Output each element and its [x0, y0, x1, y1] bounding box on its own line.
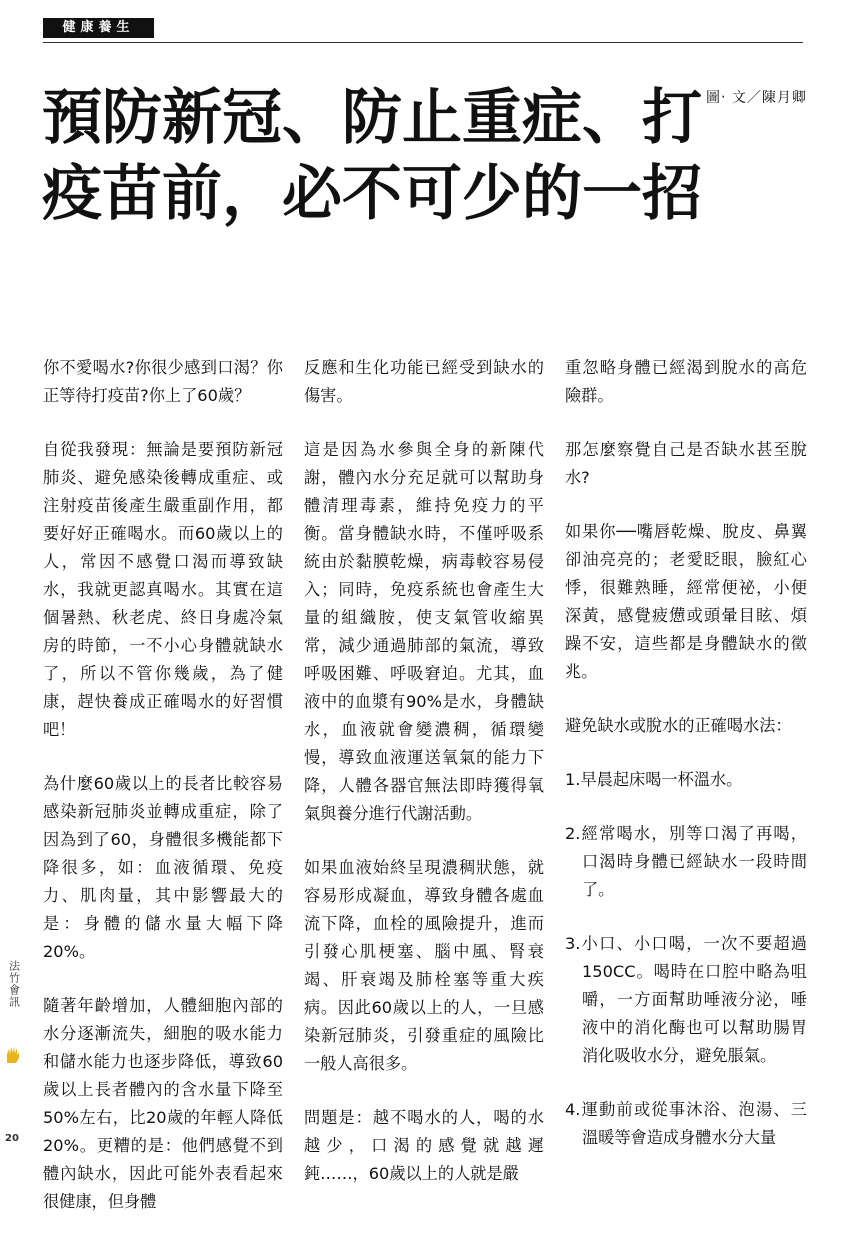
list-item: 4.運動前或從事沐浴、泡湯、三溫暖等會造成身體水分大量	[565, 1100, 807, 1147]
title-line-2: 疫苗前，必不可少的一招	[42, 159, 702, 229]
text-column-1	[43, 354, 283, 1216]
paragraph: 你不愛喝水?你很少感到口渴？你正等待打疫苗?你上了60歲？	[43, 358, 283, 405]
text-column-3	[565, 354, 807, 1152]
header-divider	[43, 42, 803, 43]
list-item: 3.小口、小口喝，一次不要超過150CC。喝時在口腔中略為咀嚼，一方面幫助唾液分泌，唾液中的消化酶也可以幫助腸胃消化吸收水分，避免脹氣。	[565, 934, 807, 1065]
paragraph: 如果血液始終呈現濃稠狀態，就容易形成凝血，導致身體各處血流下降，血栓的風險提升，進而引發心肌梗塞、腦中風、腎衰竭、肝衰竭及肺栓塞等重大疾病。因此60歲以上的人，一旦感染新冠肺炎，引發重症的風險比一般人高很多。	[304, 858, 544, 1073]
logo-text: 法竹會訊	[7, 960, 21, 1008]
section-tag: 健康養生	[43, 18, 154, 38]
list-item: 2.經常喝水，別等口渴了再喝，口渴時身體已經缺水一段時間了。	[565, 824, 807, 899]
paragraph: 這是因為水參與全身的新陳代謝，體內水分充足就可以幫助身體清理毒素，維持免疫力的平衡。當身體缺水時，不僅呼吸系統由於黏膜乾燥，病毒較容易侵入；同時，免疫系統也會產生大量的組織胺，使支氣管收縮異常，減少通過肺部的氣流，導致呼吸困難、呼吸窘迫。尤其，血液中的血漿有90%是水，身體缺水，血液就會變濃稠，循環變慢，導致血液運送氧氣的能力下降，人體各器官無法即時獲得氧氣與養分進行代謝活動。	[304, 440, 544, 823]
article-title	[42, 80, 702, 232]
paragraph: 如果你──嘴唇乾燥、脫皮、鼻翼卻油亮亮的；老愛眨眼，臉紅心悸，很難熟睡，經常便祕，小便深黃，感覺疲憊或頭暈目眩、煩躁不安，這些都是身體缺水的徵兆。	[565, 522, 807, 681]
publication-logo	[3, 960, 25, 1011]
paragraph: 避免缺水或脫水的正確喝水法：	[565, 716, 792, 735]
paragraph: 那怎麼察覺自己是否缺水甚至脫水?	[565, 440, 807, 487]
list-item: 1.早晨起床喝一杯溫水。	[565, 770, 743, 789]
paragraph: 隨著年齡增加，人體細胞內部的水分逐漸流失，細胞的吸水能力和儲水能力也逐步降低，導致60歲以上長者體內的含水量下降至50%左右，比20歲的年輕人降低20%。更糟的是：他們感覺不到體內缺水，因此可能外表看起來很健康，但身體	[43, 996, 283, 1211]
hand-logo-icon	[4, 1045, 22, 1065]
title-line-1: 預防新冠、防止重症、打	[42, 83, 702, 153]
paragraph: 重忽略身體已經渴到脫水的高危險群。	[565, 358, 807, 405]
author-byline: 圖‧ 文／陳月卿	[706, 90, 807, 106]
paragraph: 問題是：越不喝水的人，喝的水越少，口渴的感覺就越遲鈍……，60歲以上的人就是嚴	[304, 1108, 544, 1183]
paragraph: 為什麼60歲以上的長者比較容易感染新冠肺炎並轉成重症，除了因為到了60，身體很多機能都下降很多，如：血液循環、免疫力、肌肉量，其中影響最大的是：身體的儲水量大幅下降20%。	[43, 774, 283, 961]
paragraph: 自從我發現：無論是要預防新冠肺炎、避免感染後轉成重症、或注射疫苗後產生嚴重副作用，都要好好正確喝水。而60歲以上的人，常因不感覺口渴而導致缺水，我就更認真喝水。其實在這個暑熱、秋老虎、終日身處冷氣房的時節，一不小心身體就缺水了，所以不管你幾歲，為了健康，趕快養成正確喝水的好習慣吧！	[43, 440, 283, 739]
paragraph: 反應和生化功能已經受到缺水的傷害。	[304, 358, 544, 405]
page-number: 20	[5, 1133, 19, 1144]
text-column-2	[304, 354, 544, 1188]
